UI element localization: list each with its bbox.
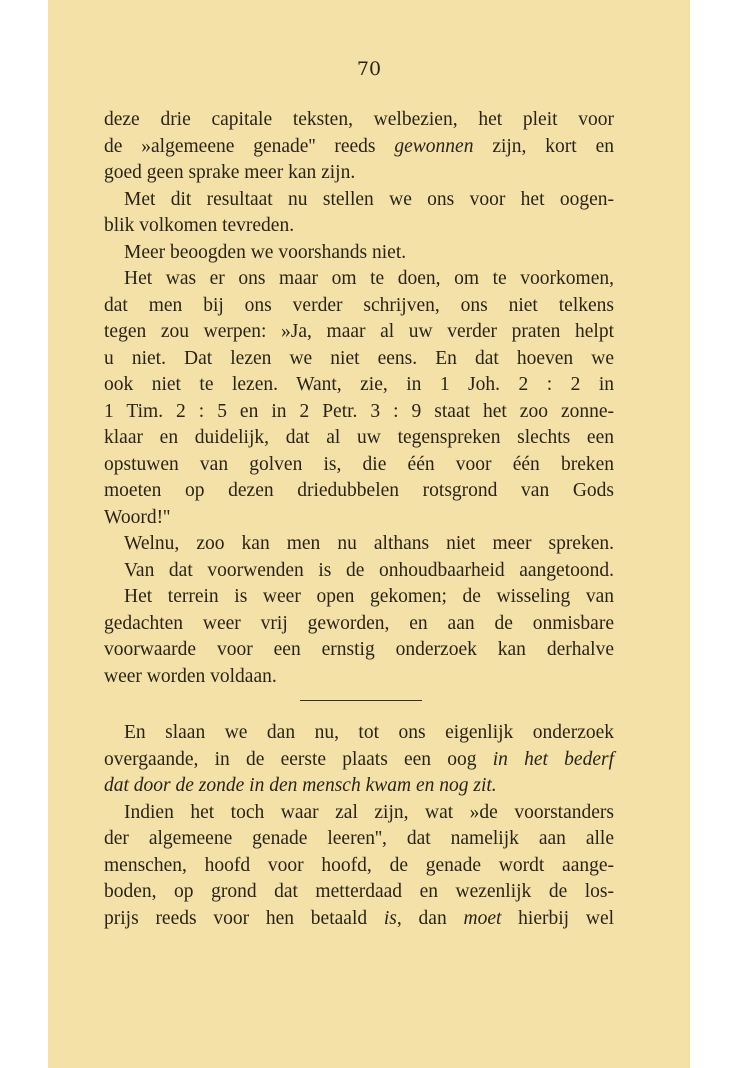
text-line: [104, 720, 614, 747]
text-section-1: [104, 107, 614, 690]
text-line: [104, 747, 614, 774]
text-line: [104, 293, 614, 320]
text-run: hierbij wel: [501, 907, 615, 929]
text-run: de »algemeene genade'' reeds: [104, 135, 395, 157]
text-line: [104, 584, 614, 611]
text-line: [104, 452, 614, 479]
text-run: En slaan we dan nu, tot ons eigenlijk onderzoek: [124, 722, 614, 743]
text-run: Welnu, zoo kan men nu althans niet meer spreken.: [124, 533, 614, 554]
text-line: [104, 611, 614, 638]
text-run: Het terrein is weer open gekomen; de wisseling van: [124, 586, 614, 607]
text-run: opstuwen van golven is, die één voor één breken: [104, 453, 614, 475]
text-run: overgaande, in de eerste plaats een oog: [104, 748, 493, 770]
text-run: moeten op dezen driedubbelen rotsgrond van Gods: [104, 480, 614, 501]
text-line: [104, 505, 614, 532]
text-line: [104, 773, 614, 800]
text-line: [104, 826, 614, 853]
text-line: [104, 346, 614, 373]
text-run: u niet. Dat lezen we niet eens. En dat hoeven we: [104, 347, 614, 369]
text-run: goed geen sprake meer kan zijn.: [104, 162, 356, 183]
text-run: deze drie capitale teksten, welbezien, het pleit voor: [104, 109, 614, 130]
text-run: 1 Tim. 2 : 5 en in 2 Petr. 3 : 9 staat het zoo zonne-: [104, 400, 614, 422]
section-divider: [300, 700, 422, 701]
text-line: [104, 399, 614, 426]
text-run: zijn, kort en: [473, 135, 614, 157]
text-line: [104, 187, 614, 214]
text-line: [104, 134, 614, 161]
page-number: 70: [356, 58, 382, 80]
text-run: Het was er ons maar om te doen, om te voorkomen,: [124, 268, 614, 289]
text-line: [104, 906, 614, 933]
text-line: [104, 425, 614, 452]
text-line: [104, 319, 614, 346]
text-run: menschen, hoofd voor hoofd, de genade wordt aange-: [104, 854, 614, 876]
text-run: weer worden voldaan.: [104, 665, 277, 687]
text-run: voorwaarde voor een ernstig onderzoek kan derhalve: [104, 639, 614, 660]
text-run: , dan: [396, 907, 464, 929]
text-line: [104, 558, 614, 585]
text-run: klaar en duidelijk, dat al uw tegenspreken slechts een: [104, 427, 614, 448]
text-run: dat men bij ons verder schrijven, ons niet telkens: [104, 294, 614, 316]
italic-text: dat door de zonde in den mensch kwam en nog zit.: [104, 775, 497, 796]
text-section-2: [104, 720, 614, 932]
text-run: gedachten weer vrij geworden, en aan de onmisbare: [104, 612, 614, 634]
text-line: [104, 213, 614, 240]
text-run: tegen zou werpen: »Ja, maar al uw verder praten helpt: [104, 321, 614, 342]
italic-text: is: [383, 907, 397, 929]
text-run: Woord!'': [104, 506, 171, 528]
text-line: [104, 266, 614, 293]
text-run: prijs reeds voor hen betaald: [104, 907, 384, 929]
text-run: ook niet te lezen. Want, zie, in 1 Joh. 2 : 2 in: [104, 374, 614, 395]
text-line: [104, 637, 614, 664]
italic-text: in het bederf: [492, 748, 614, 770]
text-run: Meer beoogden we voorshands niet.: [124, 241, 407, 263]
text-run: Van dat voorwenden is de onhoudbaarheid aangetoond.: [124, 559, 614, 581]
text-line: [104, 879, 614, 906]
italic-text: moet: [463, 907, 502, 929]
text-line: [104, 478, 614, 505]
text-run: Indien het toch waar zal zijn, wat »de voorstanders: [124, 801, 614, 823]
text-line: [104, 531, 614, 558]
text-line: [104, 853, 614, 880]
text-line: [104, 372, 614, 399]
text-run: boden, op grond dat metterdaad en wezenlijk de los-: [104, 881, 614, 902]
text-line: [104, 107, 614, 134]
text-line: [104, 800, 614, 827]
text-line: [104, 664, 614, 691]
text-run: blik volkomen tevreden.: [104, 215, 295, 236]
text-line: [104, 240, 614, 267]
text-run: Met dit resultaat nu stellen we ons voor het oogen-: [124, 188, 614, 210]
book-page: [48, 0, 690, 1068]
text-line: [104, 160, 614, 187]
italic-text: gewonnen: [394, 135, 474, 157]
text-run: der algemeene genade leeren'', dat namelijk aan alle: [104, 828, 614, 849]
